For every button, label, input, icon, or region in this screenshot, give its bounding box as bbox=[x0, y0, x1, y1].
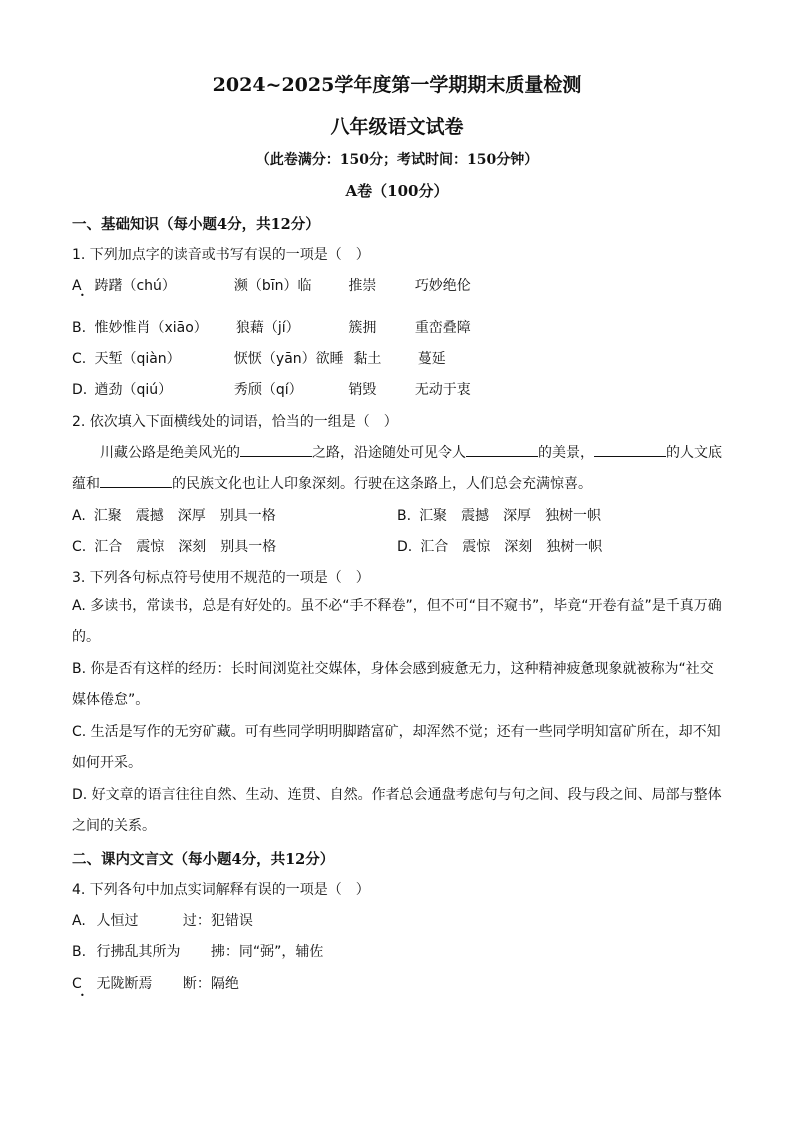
q1-stem: 1. 下列加点字的读音或书写有误的一项是（ ） bbox=[72, 247, 370, 263]
section2-heading: 二、课内文言文（每小题4分，共12分） bbox=[72, 851, 335, 868]
q2-option-a: A. 汇聚 震撼 深厚 别具一格 bbox=[72, 508, 276, 524]
q1-option-a: A 踌躇（chú） 濒（bīn）临 推崇 巧妙绝伦 bbox=[72, 278, 471, 294]
blank-3 bbox=[594, 442, 666, 457]
q2-passage-line1: 川藏公路是绝美风光的 之路，沿途随处可见令人 的美景， 的人文底 bbox=[100, 442, 722, 462]
part-label: A卷（100分） bbox=[345, 182, 449, 200]
q4-option-b: B. 行拂乱其所为 拂：同“弼”，辅佐 bbox=[72, 944, 324, 960]
q2-stem: 2. 依次填入下面横线处的词语，恰当的一组是（ ） bbox=[72, 414, 398, 430]
q2-passage-line2: 蕴和 的民族文化也让人印象深刻。行驶在这条路上，人们总会充满惊喜。 bbox=[72, 473, 592, 493]
blank-2 bbox=[466, 442, 538, 457]
q2-option-c: C. 汇合 震惊 深刻 别具一格 bbox=[72, 539, 277, 555]
exam-title: 2024~2025学年度第一学期期末质量检测 bbox=[212, 74, 582, 96]
q1-option-c: C. 天堑（qiàn） 恹恹（yān）欲睡 黏土 蔓延 bbox=[72, 351, 446, 367]
dot-mark: • bbox=[80, 991, 85, 1000]
dot-mark: • bbox=[80, 291, 85, 300]
q1-option-b: B. 惟妙惟肖（xiāo） 狼藉（jí） 簇拥 重峦叠障 bbox=[72, 320, 471, 336]
blank-1 bbox=[240, 442, 312, 457]
exam-info: （此卷满分：150分；考试时间：150分钟） bbox=[255, 152, 539, 168]
q2-option-d: D. 汇合 震惊 深刻 独树一帜 bbox=[397, 539, 603, 555]
section1-heading: 一、基础知识（每小题4分，共12分） bbox=[72, 216, 320, 233]
q3-option-d: D. 好文章的语言往往自然、生动、连贯、自然。作者总会通盘考虑句与句之间、段与段之间、局部与整体之间的关系。 bbox=[72, 787, 722, 834]
q4-option-c: C 无陇断焉 断：隔绝 bbox=[72, 976, 239, 992]
q1-option-d: D. 遒劲（qiú） 秀颀（qí） 销毁 无动于衷 bbox=[72, 382, 471, 398]
blank-4 bbox=[100, 473, 172, 488]
q3-stem: 3. 下列各句标点符号使用不规范的一项是（ ） bbox=[72, 570, 370, 586]
q2-option-b: B. 汇聚 震撼 深厚 独树一帜 bbox=[397, 508, 602, 524]
q4-option-a: A. 人恒过 过：犯错误 bbox=[72, 913, 253, 929]
q3-option-c: C. 生活是写作的无穷矿藏。可有些同学明明脚踏富矿，却浑然不觉；还有一些同学明知富矿所在，却不知如何开采。 bbox=[72, 724, 721, 771]
q3-option-a: A. 多读书，常读书，总是有好处的。虽不必“手不释卷”，但不可“目不窥书”，毕竟“开卷有益”是千真万确的。 bbox=[72, 598, 722, 645]
q3-option-b: B. 你是否有这样的经历：长时间浏览社交媒体，身体会感到疲惫无力，这种精神疲惫现象就被称为“社交媒体倦怠”。 bbox=[72, 661, 714, 708]
exam-subtitle: 八年级语文试卷 bbox=[330, 116, 464, 138]
q4-stem: 4. 下列各句中加点实词解释有误的一项是（ ） bbox=[72, 882, 370, 898]
